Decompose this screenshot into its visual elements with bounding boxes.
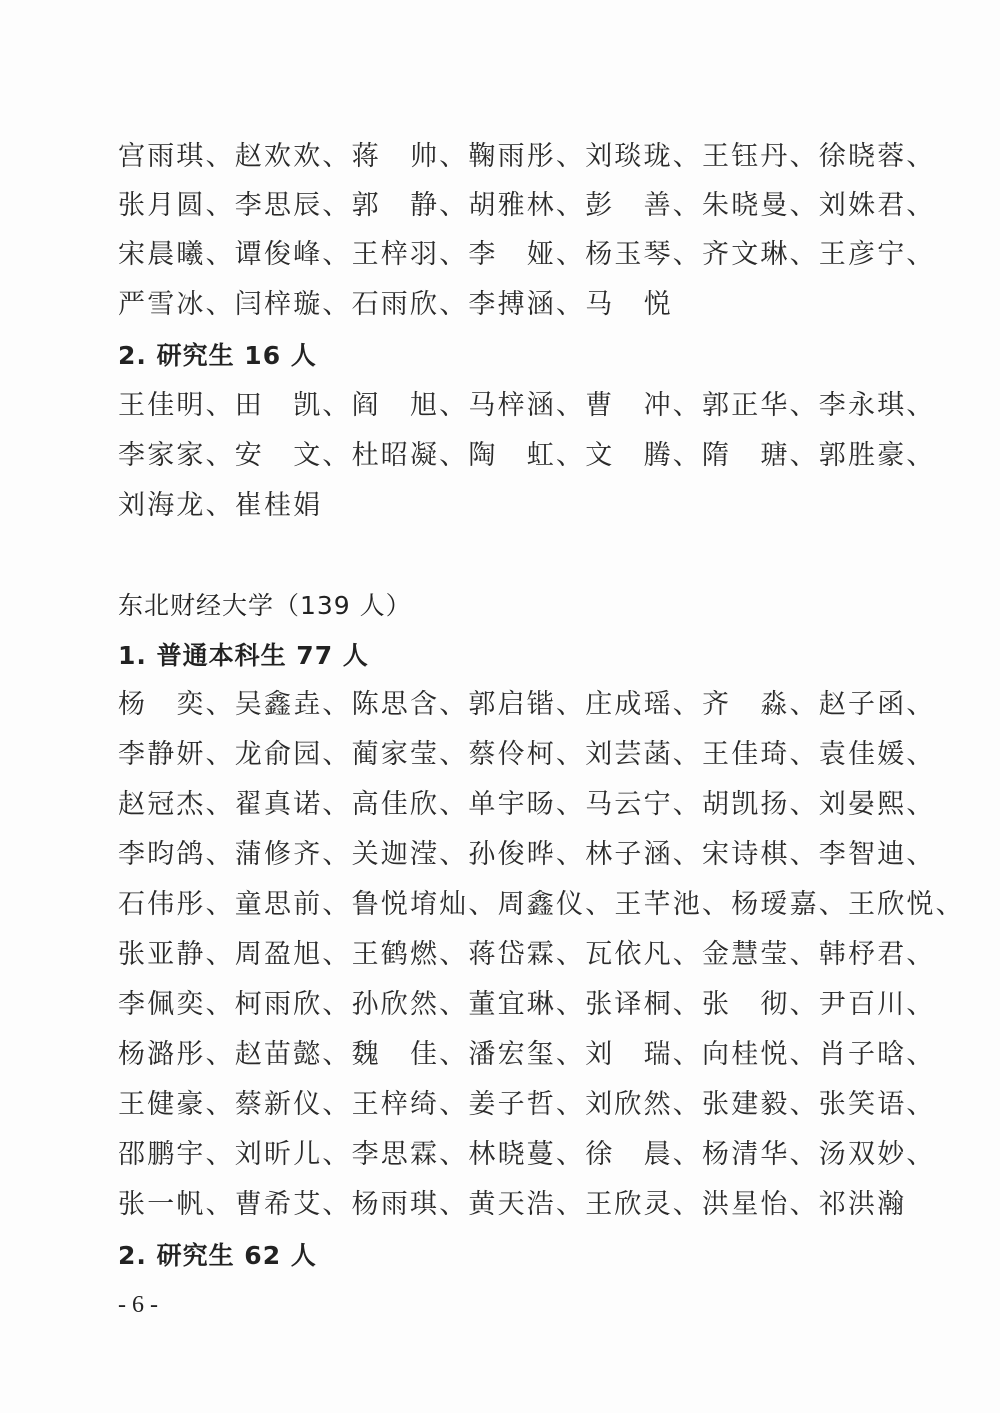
name-list-line: 李家家、安 文、杜昭凝、陶 虹、文 腾、隋 瑭、郭胜豪、 [118,440,936,471]
name-list-line: 李昀鸽、蒲修齐、关迦滢、孙俊晔、林子涵、宋诗棋、李智迪、 [118,839,936,870]
name-list-line: 李静妍、龙俞园、蔺家莹、蔡伶柯、刘芸菡、王佳琦、袁佳媛、 [118,739,936,770]
name-list-line: 宋晨曦、谭俊峰、王梓羽、李 娅、杨玉琴、齐文琳、王彦宁、 [118,239,936,270]
section-heading-graduate: 2. 研究生 16 人 [118,341,317,370]
name-list-line: 王佳明、田 凯、阎 旭、马梓涵、曹 冲、郭正华、李永琪、 [118,390,936,421]
name-list-line: 石伟彤、童思前、鲁悦堉灿、周鑫仪、王芊池、杨瑷嘉、王欣悦、 [118,889,965,920]
name-list-line: 张月圆、李思辰、郭 静、胡雅林、彭 善、朱晓曼、刘姝君、 [118,190,936,221]
name-list-line: 张亚静、周盈旭、王鹤燃、蒋岱霖、瓦依凡、金慧莹、韩杼君、 [118,939,936,970]
name-list-line: 严雪冰、闫梓璇、石雨欣、李搏涵、马 悦 [118,289,673,320]
name-list-line: 杨 奕、吴鑫垚、陈思含、郭启锴、庄成瑶、齐 淼、赵子函、 [118,689,936,720]
name-list-line: 赵冠杰、翟真诺、高佳欣、单宇旸、马云宁、胡凯扬、刘晏熙、 [118,789,936,820]
name-list-line: 李佩奕、柯雨欣、孙欣然、董宜琳、张译桐、张 彻、尹百川、 [118,989,936,1020]
page-number: - 6 - [118,1292,158,1318]
name-list-line: 张一帆、曹希艾、杨雨琪、黄天浩、王欣灵、洪星怡、祁洪瀚 [118,1189,907,1220]
university-heading: 东北财经大学（139 人） [118,591,412,620]
section-heading-undergraduate: 1. 普通本科生 77 人 [118,641,369,670]
name-list-line: 邵鹏宇、刘昕儿、李思霖、林晓蔓、徐 晨、杨清华、汤双妙、 [118,1139,936,1170]
name-list-line: 王健豪、蔡新仪、王梓绮、姜子哲、刘欣然、张建毅、张笑语、 [118,1089,936,1120]
name-list-line: 宫雨琪、赵欢欢、蒋 帅、鞠雨彤、刘琰珑、王钰丹、徐晓蓉、 [118,141,936,172]
name-list-line: 刘海龙、崔桂娟 [118,490,323,521]
name-list-line: 杨潞彤、赵苗懿、魏 佳、潘宏玺、刘 瑞、向桂悦、肖子晗、 [118,1039,936,1070]
section-heading-graduate: 2. 研究生 62 人 [118,1241,317,1270]
